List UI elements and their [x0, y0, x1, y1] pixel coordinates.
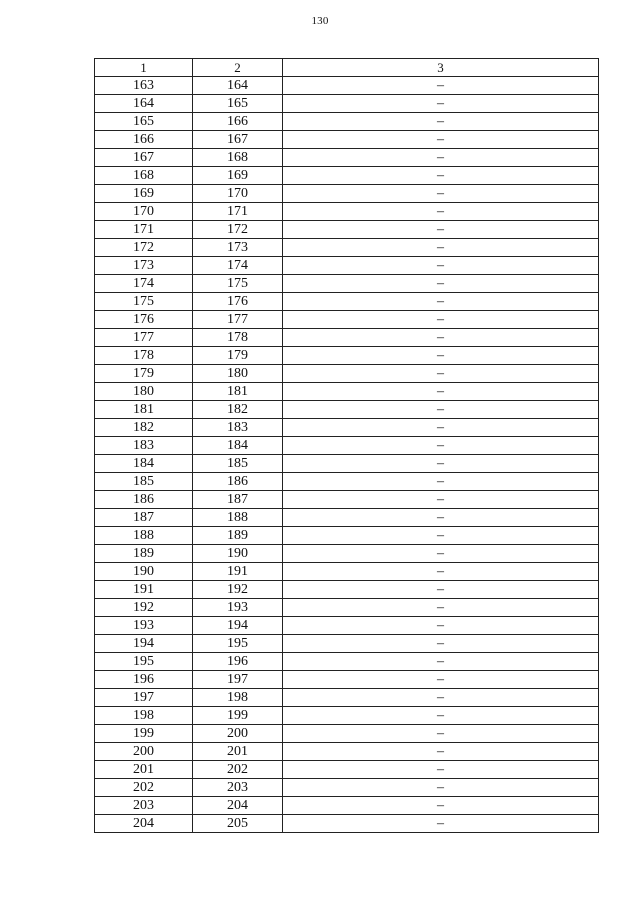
table-row	[95, 239, 599, 257]
table-cell-col-2: 194	[193, 617, 283, 635]
table-row	[95, 365, 599, 383]
table-row	[95, 401, 599, 419]
table-cell-col-1: 174	[95, 275, 193, 293]
table-row	[95, 707, 599, 725]
table-cell-col-3: –	[283, 437, 599, 455]
table-cell-col-2: 173	[193, 239, 283, 257]
table-row	[95, 221, 599, 239]
table-cell-col-1: 171	[95, 221, 193, 239]
table-cell-col-2: 187	[193, 491, 283, 509]
table-cell-col-1: 172	[95, 239, 193, 257]
table-cell-col-2: 165	[193, 95, 283, 113]
table-cell-col-1: 195	[95, 653, 193, 671]
table-cell-col-1: 199	[95, 725, 193, 743]
table-cell-col-3: –	[283, 275, 599, 293]
table-cell-col-2: 180	[193, 365, 283, 383]
table-cell-col-2: 183	[193, 419, 283, 437]
table-cell-col-3: –	[283, 347, 599, 365]
table-cell-col-3: –	[283, 329, 599, 347]
table-cell-col-3: –	[283, 383, 599, 401]
table-cell-col-3: –	[283, 707, 599, 725]
table-row	[95, 725, 599, 743]
table-cell-col-2: 174	[193, 257, 283, 275]
table-row	[95, 671, 599, 689]
table-row	[95, 473, 599, 491]
table-cell-col-3: –	[283, 509, 599, 527]
table-cell-col-1: 182	[95, 419, 193, 437]
table-row	[95, 509, 599, 527]
table-cell-col-2: 203	[193, 779, 283, 797]
table-cell-col-2: 202	[193, 761, 283, 779]
table-cell-col-2: 189	[193, 527, 283, 545]
table-cell-col-3: –	[283, 185, 599, 203]
table-cell-col-2: 199	[193, 707, 283, 725]
table-cell-col-1: 183	[95, 437, 193, 455]
table-cell-col-2: 190	[193, 545, 283, 563]
table-cell-col-3: –	[283, 221, 599, 239]
table-cell-col-3: –	[283, 293, 599, 311]
table-cell-col-1: 164	[95, 95, 193, 113]
table-cell-col-2: 166	[193, 113, 283, 131]
table-cell-col-2: 184	[193, 437, 283, 455]
table-cell-col-3: –	[283, 761, 599, 779]
table-cell-col-3: –	[283, 653, 599, 671]
table-cell-col-1: 178	[95, 347, 193, 365]
table-cell-col-1: 202	[95, 779, 193, 797]
table-cell-col-1: 163	[95, 77, 193, 95]
table-cell-col-2: 197	[193, 671, 283, 689]
table-cell-col-1: 192	[95, 599, 193, 617]
table-cell-col-2: 188	[193, 509, 283, 527]
table-cell-col-1: 188	[95, 527, 193, 545]
table-cell-col-3: –	[283, 779, 599, 797]
table-cell-col-3: –	[283, 671, 599, 689]
table-cell-col-1: 175	[95, 293, 193, 311]
table-row	[95, 491, 599, 509]
table-cell-col-2: 164	[193, 77, 283, 95]
table-row	[95, 761, 599, 779]
table-row	[95, 113, 599, 131]
table-cell-col-1: 186	[95, 491, 193, 509]
table-cell-col-1: 180	[95, 383, 193, 401]
table-cell-col-1: 168	[95, 167, 193, 185]
table-row	[95, 257, 599, 275]
table-cell-col-1: 184	[95, 455, 193, 473]
table-row	[95, 167, 599, 185]
table-cell-col-2: 201	[193, 743, 283, 761]
table-cell-col-1: 191	[95, 581, 193, 599]
table-row	[95, 329, 599, 347]
table-cell-col-1: 204	[95, 815, 193, 833]
table-row	[95, 293, 599, 311]
table-cell-col-2: 204	[193, 797, 283, 815]
table-cell-col-3: –	[283, 635, 599, 653]
table-row	[95, 311, 599, 329]
table-cell-col-1: 177	[95, 329, 193, 347]
table-row	[95, 437, 599, 455]
table-cell-col-1: 189	[95, 545, 193, 563]
table-cell-col-1: 200	[95, 743, 193, 761]
column-header-2: 2	[193, 59, 283, 77]
table-cell-col-1: 198	[95, 707, 193, 725]
table-row	[95, 347, 599, 365]
table-cell-col-3: –	[283, 149, 599, 167]
table-row	[95, 743, 599, 761]
table-row	[95, 77, 599, 95]
table-cell-col-1: 170	[95, 203, 193, 221]
table-cell-col-1: 196	[95, 671, 193, 689]
table-cell-col-2: 171	[193, 203, 283, 221]
table-row	[95, 779, 599, 797]
table-cell-col-1: 193	[95, 617, 193, 635]
table-cell-col-3: –	[283, 95, 599, 113]
table-cell-col-2: 176	[193, 293, 283, 311]
table-cell-col-3: –	[283, 797, 599, 815]
table-cell-col-1: 165	[95, 113, 193, 131]
column-header-3: 3	[283, 59, 599, 77]
table-cell-col-1: 166	[95, 131, 193, 149]
table-cell-col-3: –	[283, 581, 599, 599]
table-cell-col-2: 193	[193, 599, 283, 617]
table-cell-col-3: –	[283, 257, 599, 275]
table-cell-col-3: –	[283, 689, 599, 707]
table-cell-col-2: 168	[193, 149, 283, 167]
page-number: 130	[311, 15, 329, 27]
table-cell-col-1: 197	[95, 689, 193, 707]
table-cell-col-3: –	[283, 401, 599, 419]
table-cell-col-3: –	[283, 113, 599, 131]
table-cell-col-2: 196	[193, 653, 283, 671]
table-row	[95, 131, 599, 149]
table-cell-col-3: –	[283, 491, 599, 509]
table-cell-col-2: 169	[193, 167, 283, 185]
table-row	[95, 797, 599, 815]
data-table	[94, 58, 599, 833]
table-cell-col-2: 198	[193, 689, 283, 707]
table-row	[95, 527, 599, 545]
table-cell-col-1: 173	[95, 257, 193, 275]
table-cell-col-3: –	[283, 815, 599, 833]
table-cell-col-3: –	[283, 545, 599, 563]
table-row	[95, 419, 599, 437]
table-cell-col-2: 191	[193, 563, 283, 581]
table-row	[95, 581, 599, 599]
table-cell-col-3: –	[283, 77, 599, 95]
table-cell-col-3: –	[283, 563, 599, 581]
table-cell-col-2: 175	[193, 275, 283, 293]
table-row	[95, 599, 599, 617]
table-cell-col-1: 187	[95, 509, 193, 527]
table-cell-col-1: 203	[95, 797, 193, 815]
table-row	[95, 185, 599, 203]
table-row	[95, 383, 599, 401]
table-cell-col-1: 201	[95, 761, 193, 779]
table-cell-col-2: 186	[193, 473, 283, 491]
table-body	[95, 77, 599, 833]
table-row	[95, 815, 599, 833]
table-row	[95, 203, 599, 221]
table-cell-col-1: 179	[95, 365, 193, 383]
table-cell-col-1: 169	[95, 185, 193, 203]
table-row	[95, 275, 599, 293]
table-cell-col-3: –	[283, 527, 599, 545]
table-cell-col-3: –	[283, 131, 599, 149]
table-cell-col-2: 200	[193, 725, 283, 743]
table-cell-col-2: 205	[193, 815, 283, 833]
table-cell-col-3: –	[283, 725, 599, 743]
table-row	[95, 149, 599, 167]
table-cell-col-1: 181	[95, 401, 193, 419]
table-cell-col-2: 182	[193, 401, 283, 419]
table-cell-col-1: 176	[95, 311, 193, 329]
table-cell-col-2: 178	[193, 329, 283, 347]
table-cell-col-2: 172	[193, 221, 283, 239]
table-cell-col-3: –	[283, 311, 599, 329]
table-cell-col-2: 192	[193, 581, 283, 599]
table-cell-col-3: –	[283, 455, 599, 473]
table-row	[95, 95, 599, 113]
table-row	[95, 563, 599, 581]
table-cell-col-3: –	[283, 473, 599, 491]
table-row	[95, 635, 599, 653]
table-row	[95, 689, 599, 707]
table-row	[95, 617, 599, 635]
table-cell-col-2: 170	[193, 185, 283, 203]
table-cell-col-3: –	[283, 167, 599, 185]
table-cell-col-3: –	[283, 419, 599, 437]
table-cell-col-3: –	[283, 203, 599, 221]
table-cell-col-3: –	[283, 743, 599, 761]
table-row	[95, 455, 599, 473]
column-header-1: 1	[95, 59, 193, 77]
table-cell-col-2: 185	[193, 455, 283, 473]
table-cell-col-2: 177	[193, 311, 283, 329]
table-cell-col-1: 194	[95, 635, 193, 653]
table-cell-col-2: 179	[193, 347, 283, 365]
table-cell-col-3: –	[283, 599, 599, 617]
table-cell-col-1: 190	[95, 563, 193, 581]
table-cell-col-3: –	[283, 365, 599, 383]
table-row	[95, 653, 599, 671]
table-cell-col-1: 167	[95, 149, 193, 167]
table-cell-col-2: 181	[193, 383, 283, 401]
table-cell-col-3: –	[283, 239, 599, 257]
table-cell-col-2: 167	[193, 131, 283, 149]
table-cell-col-1: 185	[95, 473, 193, 491]
table-cell-col-2: 195	[193, 635, 283, 653]
table-header-row	[95, 59, 599, 77]
table-row	[95, 545, 599, 563]
table-cell-col-3: –	[283, 617, 599, 635]
